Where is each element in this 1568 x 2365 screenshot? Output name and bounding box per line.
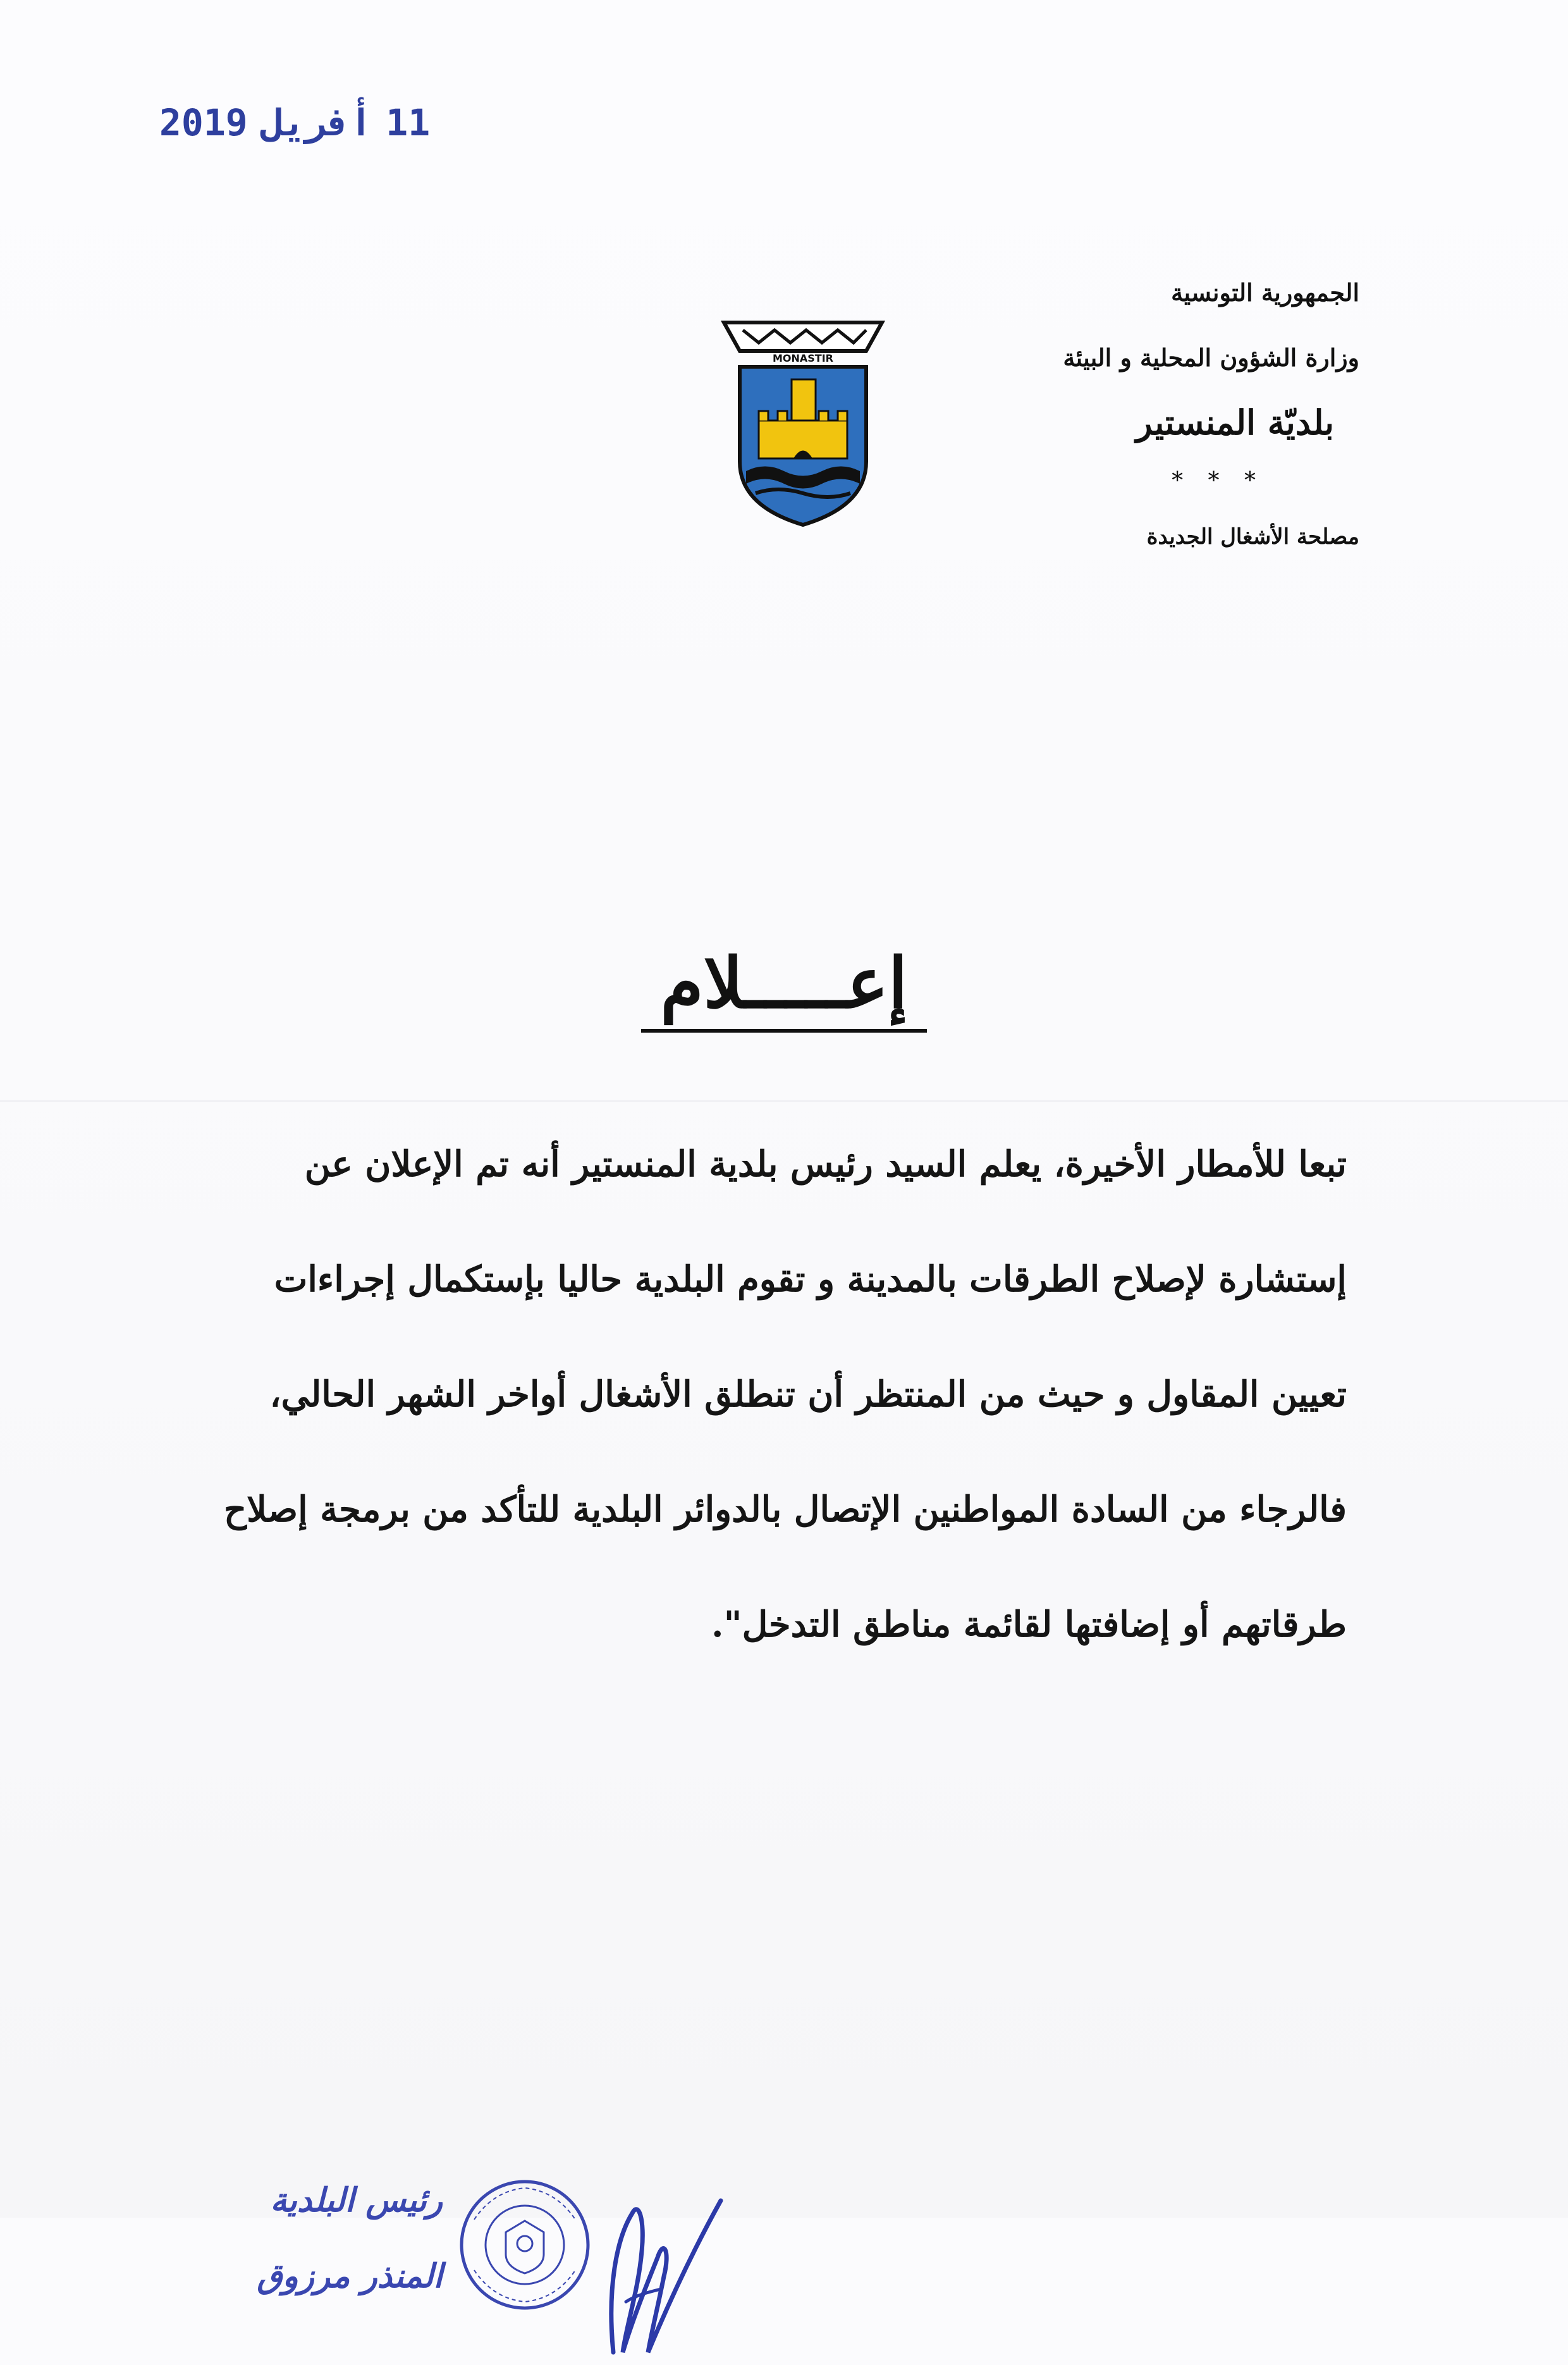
letterhead-department: مصلحة الأشغال الجديدة bbox=[1146, 524, 1359, 550]
paper-crease bbox=[0, 1100, 1568, 1102]
letterhead-separator: * * * bbox=[1172, 468, 1265, 494]
date-stamp-day: 11 bbox=[386, 101, 431, 144]
letterhead-ministry: وزارة الشؤون المحلية و البيئة bbox=[1063, 343, 1359, 372]
letterhead bbox=[1005, 278, 1359, 550]
announcement-body bbox=[139, 1107, 1347, 1682]
body-line: فالرجاء من السادة المواطنين الإتصال بالدوائر البلدية للتأكد من برمجة إصلاح bbox=[223, 1489, 1347, 1530]
signatory-name: المنذر مرزوق bbox=[257, 2257, 443, 2295]
document-title-text: إعـــــلام bbox=[641, 942, 926, 1033]
official-seal-icon bbox=[455, 2175, 594, 2314]
body-line: تعيين المقاول و حيث من المنتظر أن تنطلق الأشغال أواخر الشهر الحالي، bbox=[269, 1373, 1347, 1415]
letterhead-municipality: بلديّة المنستير bbox=[1136, 402, 1334, 443]
signature-block bbox=[190, 2163, 443, 2314]
body-line: طرقاتهم أو إضافتها لقائمة مناطق التدخل". bbox=[711, 1604, 1347, 1645]
date-stamp bbox=[145, 101, 430, 144]
date-stamp-year: 2019 bbox=[159, 101, 248, 144]
letterhead-country: الجمهورية التونسية bbox=[1171, 278, 1359, 307]
body-line: إستشارة لإصلاح الطرقات بالمدينة و تقوم البلدية حاليا بإستكمال إجراءات bbox=[274, 1258, 1347, 1300]
crest-banner-text: MONASTIR bbox=[772, 352, 834, 364]
handwritten-signature-icon bbox=[588, 2163, 746, 2365]
document-title bbox=[0, 942, 1568, 1024]
monastir-coat-of-arms-icon bbox=[721, 304, 885, 531]
date-stamp-month: أفريل bbox=[261, 101, 372, 144]
signatory-role: رئيس البلدية bbox=[270, 2181, 443, 2220]
body-line: تبعا للأمطار الأخيرة، يعلم السيد رئيس بلدية المنستير أنه تم الإعلان عن bbox=[304, 1143, 1347, 1185]
